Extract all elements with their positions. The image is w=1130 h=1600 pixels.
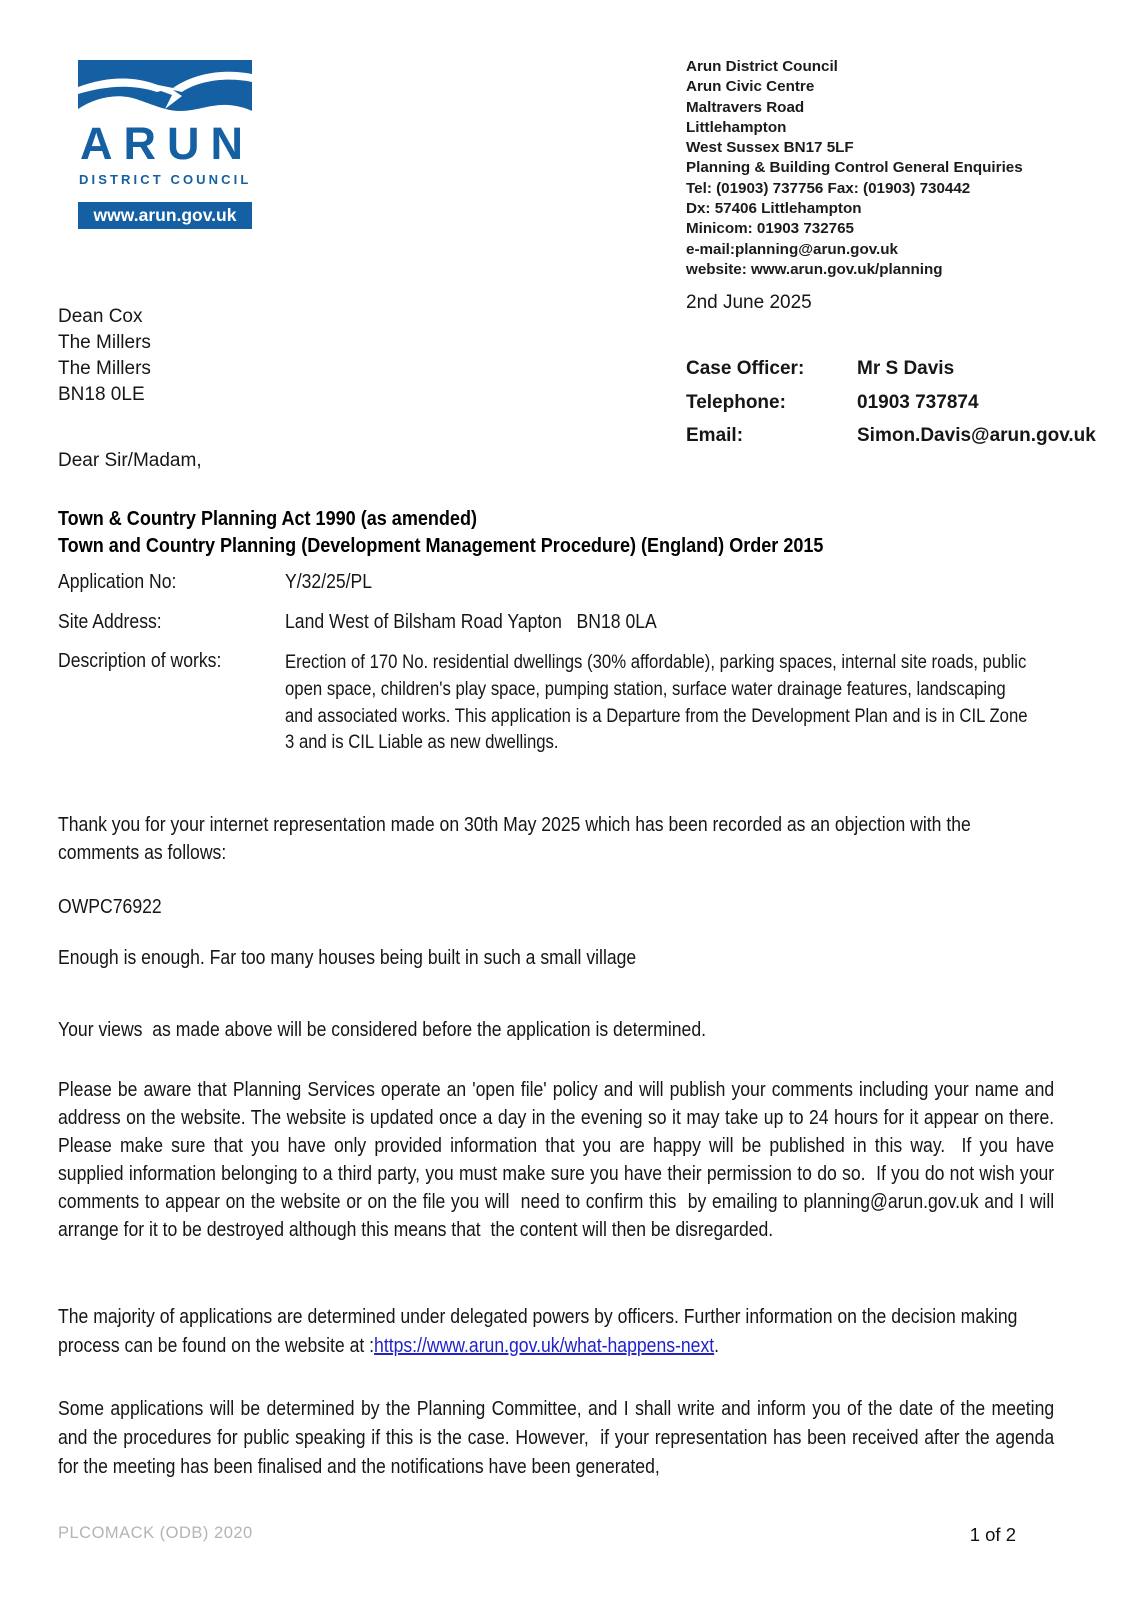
seagull-wave-icon (78, 60, 252, 122)
case-officer-block (686, 358, 1096, 459)
logo-subtitle: DISTRICT COUNCIL (79, 172, 252, 187)
salutation: Dear Sir/Madam, (58, 450, 202, 471)
council-email-line: e-mail:planning@arun.gov.uk (686, 240, 898, 258)
council-address-line: West Sussex BN17 5LF (686, 139, 854, 157)
representation-reference: OWPC76922 (58, 896, 162, 918)
site-address-value: Land West of Bilsham Road Yapton BN18 0LA (285, 611, 657, 633)
email-label: Email: (686, 425, 744, 446)
paragraph-planning-committee: Some applications will be determined by the Planning Committee, and I shall write and inform you of the date of the meeting and the procedures for public speaking if this is the case. However, if your representation has been received after the agenda for the meeting has been finalised and the notifications have been generated, (58, 1398, 1060, 1478)
telephone-label: Telephone: (686, 391, 786, 413)
what-happens-next-link[interactable]: https://www.arun.gov.uk/what-happens-next (374, 1334, 715, 1357)
council-address-line: Tel: (01903) 737756 Fax: (01903) 730442 (686, 179, 971, 197)
logo-wordmark: ARUN (80, 118, 254, 169)
council-address-block (686, 57, 1023, 280)
council-address-line: Arun District Council (686, 58, 838, 75)
council-address-line: Dx: 57406 Littlehampton (686, 200, 862, 218)
heading-dmp-order: Town and Country Planning (Development Management Procedure) (England) Order 2015 (58, 533, 824, 557)
council-address-line: Arun Civic Centre (686, 78, 815, 96)
site-address-label: Site Address: (58, 611, 162, 633)
application-no-label: Application No: (58, 571, 177, 593)
heading-planning-act: Town & Country Planning Act 1990 (as amended) (58, 507, 477, 530)
telephone-row (686, 392, 1096, 414)
council-website-line: website: www.arun.gov.uk/planning (686, 260, 943, 278)
paragraph-delegated-powers-text: The majority of applications are determined under delegated powers by officers. Further information on the decision making process can be found on the website at : (58, 1306, 1023, 1357)
council-logo (78, 60, 254, 225)
representation-comment: Enough is enough. Far too many houses being built in such a small village (58, 947, 637, 969)
recipient-name: Dean Cox (58, 306, 143, 327)
email-row (686, 425, 1096, 447)
case-officer-value: Mr S Davis (857, 358, 955, 379)
paragraph-views-considered: Your views as made above will be considered before the application is determined. (58, 1019, 706, 1041)
logo-website-banner: www.arun.gov.uk (78, 202, 252, 229)
council-address-line: Planning & Building Control General Enquiries (686, 159, 1023, 177)
council-address-line: Minicom: 01903 732765 (686, 220, 855, 238)
case-officer-row (686, 358, 1096, 380)
recipient-postcode: BN18 0LE (58, 384, 145, 405)
council-address-line: Littlehampton (686, 118, 787, 136)
paragraph-acknowledgement: Thank you for your internet representation made on 30th May 2025 which has been recorded as an objection with the comments as follows: (58, 814, 976, 864)
description-of-works-value: Erection of 170 No. residential dwellings (30% affordable), parking spaces, internal site roads, public open space, children's play space, pumping station, surface water drainage features, landscaping and associated works. This application is a Departure from the Development Plan and is in CIL Zone 3 and is CIL Liable as new dwellings. (285, 652, 1033, 754)
telephone-value: 01903 737874 (857, 391, 979, 413)
paragraph-open-file-policy: Please be aware that Planning Services operate an 'open file' policy and will publish your comments including your name and address on the website. The website is updated once a day in the evening so it may take up to 24 hours for it appear on there. Please make sure that you have only provided information that you are happy will be published in this way. If you have supplied information belonging to a third party, you must make sure you have their permission to do so. If you do not wish your comments to appear on the website or on the file you will need to confirm this by emailing to planning@arun.gov.uk and I will arrange for it to be destroyed although this means that the content will then be disregarded. (58, 1079, 1064, 1241)
case-officer-label: Case Officer: (686, 358, 805, 379)
legal-headings (58, 506, 823, 559)
letter-date: 2nd June 2025 (686, 292, 812, 313)
document-code: PLCOMACK (ODB) 2020 (58, 1524, 253, 1542)
paragraph-delegated-powers-period: . (714, 1334, 720, 1357)
description-of-works-label: Description of works: (58, 650, 222, 672)
recipient-address-line: The Millers (58, 358, 151, 379)
paragraph-delegated-powers (58, 1303, 1054, 1360)
recipient-address-line: The Millers (58, 332, 151, 353)
recipient-address-block (58, 304, 151, 408)
page-number: 1 of 2 (969, 1524, 1016, 1545)
email-value: Simon.Davis@arun.gov.uk (857, 425, 1096, 446)
council-address-line: Maltravers Road (686, 98, 805, 116)
application-no-value: Y/32/25/PL (285, 571, 373, 593)
